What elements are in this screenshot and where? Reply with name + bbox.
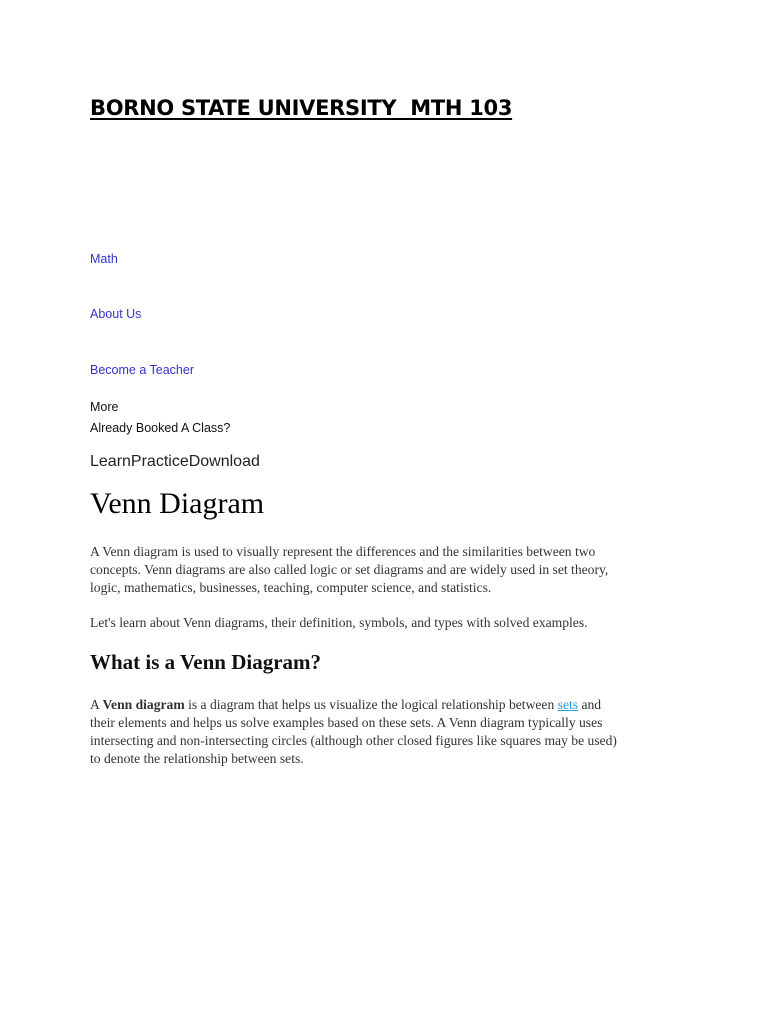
nav-more: More (90, 400, 119, 414)
intro-line: concepts. Venn diagrams are also called logic or set diagrams and are widely used in set theory, (90, 562, 609, 577)
definition-line (90, 696, 690, 714)
tab-practice[interactable]: Practice (130, 453, 189, 470)
definition-line: their elements and helps us solve examples based on these sets. A Venn diagram typically uses (90, 715, 603, 730)
sets-link[interactable]: sets (557, 697, 579, 712)
definition-paragraph (90, 696, 690, 768)
tab-learn[interactable]: Learn (90, 453, 131, 470)
already-booked-text: Already Booked A Class? (90, 421, 231, 435)
tab-row (90, 453, 260, 471)
nav-link-math[interactable]: Math (90, 252, 118, 266)
learn-line: Let's learn about Venn diagrams, their definition, symbols, and types with solved examples. (90, 615, 588, 630)
def-rest1: is a diagram that helps us visualize the logical relationship between (184, 697, 558, 712)
learn-paragraph (90, 614, 690, 632)
tab-download[interactable]: Download (188, 453, 260, 470)
document-title: BORNO STATE UNIVERSITY MTH 103 (90, 96, 513, 120)
intro-line: logic, mathematics, businesses, teaching, computer science, and statistics. (90, 580, 492, 595)
section-subheading: What is a Venn Diagram? (90, 650, 322, 674)
intro-line: A Venn diagram is used to visually represent the differences and the similarities between two (90, 544, 596, 559)
nav-link-about-us[interactable]: About Us (90, 307, 142, 321)
nav-link-become-teacher[interactable]: Become a Teacher (90, 363, 194, 377)
def-a: A (90, 697, 103, 712)
definition-line: to denote the relationship between sets. (90, 751, 304, 766)
article-heading: Venn Diagram (90, 487, 265, 520)
intro-paragraph (90, 543, 690, 597)
definition-line: intersecting and non-intersecting circles (although other closed figures like squares may be used) (90, 733, 617, 748)
def-rest2: and (578, 697, 602, 712)
def-bold-term: Venn diagram (102, 697, 185, 712)
